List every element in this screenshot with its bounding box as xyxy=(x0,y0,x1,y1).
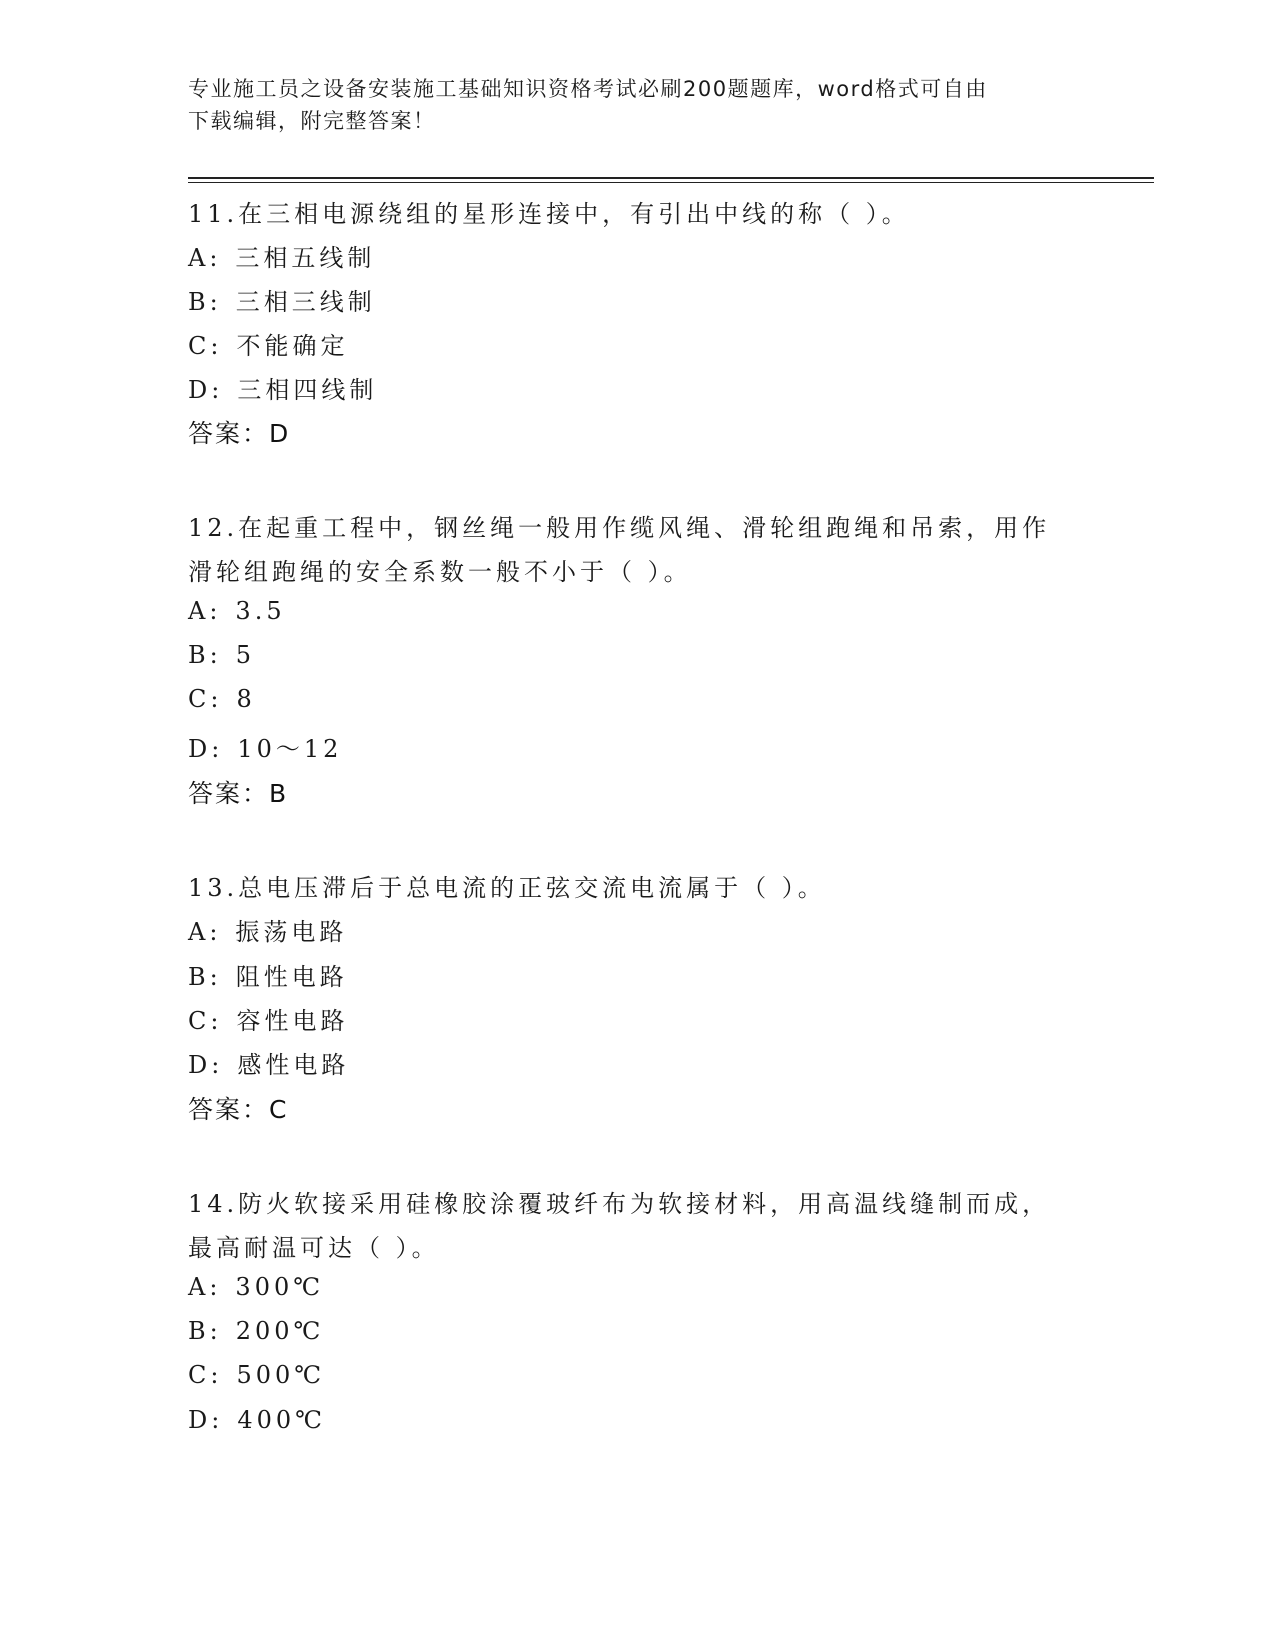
option-text: 200℃ xyxy=(235,1317,325,1345)
question-11-option-b xyxy=(188,282,376,317)
option-text: 5 xyxy=(235,641,256,669)
option-letter: B: xyxy=(188,641,222,669)
option-letter: B: xyxy=(188,1317,222,1345)
option-text: 300℃ xyxy=(235,1273,325,1301)
option-text: 三相四线制 xyxy=(237,376,378,404)
question-13-option-a xyxy=(188,912,347,947)
question-14-stem-line-1: 14.防火软接采用硅橡胶涂覆玻纤布为软接材料，用高温线缝制而成， xyxy=(188,1190,1051,1218)
question-12-stem-line-1: 12.在起重工程中，钢丝绳一般用作缆风绳、滑轮组跑绳和吊索，用作 xyxy=(188,514,1051,542)
option-text: 8 xyxy=(236,685,256,713)
question-14-option-c xyxy=(188,1361,325,1389)
option-text: 感性电路 xyxy=(237,1051,350,1079)
question-13-answer: 答案：C xyxy=(188,1095,289,1124)
option-text: 阻性电路 xyxy=(235,963,348,991)
option-text: 3.5 xyxy=(235,597,286,625)
header-divider-thick xyxy=(188,177,1154,179)
option-letter: C: xyxy=(188,1007,223,1035)
option-letter: C: xyxy=(188,685,223,713)
question-12-option-b xyxy=(188,641,255,669)
question-13-option-d xyxy=(188,1045,349,1080)
option-letter: D: xyxy=(188,1051,224,1079)
document-header xyxy=(188,73,1068,137)
option-letter: B: xyxy=(188,963,222,991)
option-letter: C: xyxy=(188,1361,223,1389)
question-13-option-c xyxy=(188,1001,348,1036)
option-text: 容性电路 xyxy=(236,1007,349,1035)
option-text: 三相五线制 xyxy=(235,244,376,272)
option-letter: A: xyxy=(188,597,222,625)
option-letter: B: xyxy=(188,288,222,316)
question-11-answer: 答案：D xyxy=(188,419,291,448)
question-12-answer: 答案：B xyxy=(188,779,289,808)
question-12-option-c xyxy=(188,685,256,713)
question-13-stem: 13.总电压滞后于总电流的正弦交流电流属于（ ）。 xyxy=(188,874,826,902)
option-letter: A: xyxy=(188,918,222,946)
question-14-option-b xyxy=(188,1317,324,1345)
option-text: 三相三线制 xyxy=(235,288,376,316)
question-14-option-a xyxy=(188,1273,324,1301)
option-letter: D: xyxy=(188,1406,224,1434)
option-letter: D: xyxy=(188,735,224,763)
option-text: 振荡电路 xyxy=(235,918,348,946)
question-11-option-a xyxy=(188,238,375,273)
question-11-stem: 11.在三相电源绕组的星形连接中，有引出中线的称（ ）。 xyxy=(188,200,910,228)
option-letter: A: xyxy=(188,244,222,272)
option-text: 500℃ xyxy=(236,1361,326,1389)
question-12-option-d xyxy=(188,729,342,764)
header-divider-thin xyxy=(188,182,1154,183)
question-14-stem-line-2: 最高耐温可达（ ）。 xyxy=(188,1234,440,1262)
option-letter: C: xyxy=(188,332,223,360)
header-line-2: 下载编辑，附完整答案！ xyxy=(188,109,436,133)
option-letter: A: xyxy=(188,1273,222,1301)
option-letter: D: xyxy=(188,376,224,404)
question-11-option-d xyxy=(188,370,377,405)
question-12-stem-line-2: 滑轮组跑绳的安全系数一般不小于（ ）。 xyxy=(188,558,692,586)
question-14-option-d xyxy=(188,1406,326,1434)
question-12-option-a xyxy=(188,597,286,625)
header-line-1: 专业施工员之设备安装施工基础知识资格考试必刷200题题库，word格式可自由 xyxy=(188,77,988,101)
question-13-option-b xyxy=(188,957,348,992)
question-11-option-c xyxy=(188,326,348,361)
option-text: 400℃ xyxy=(237,1406,326,1434)
option-text: 不能确定 xyxy=(236,332,349,360)
option-text: 10～12 xyxy=(237,735,343,763)
